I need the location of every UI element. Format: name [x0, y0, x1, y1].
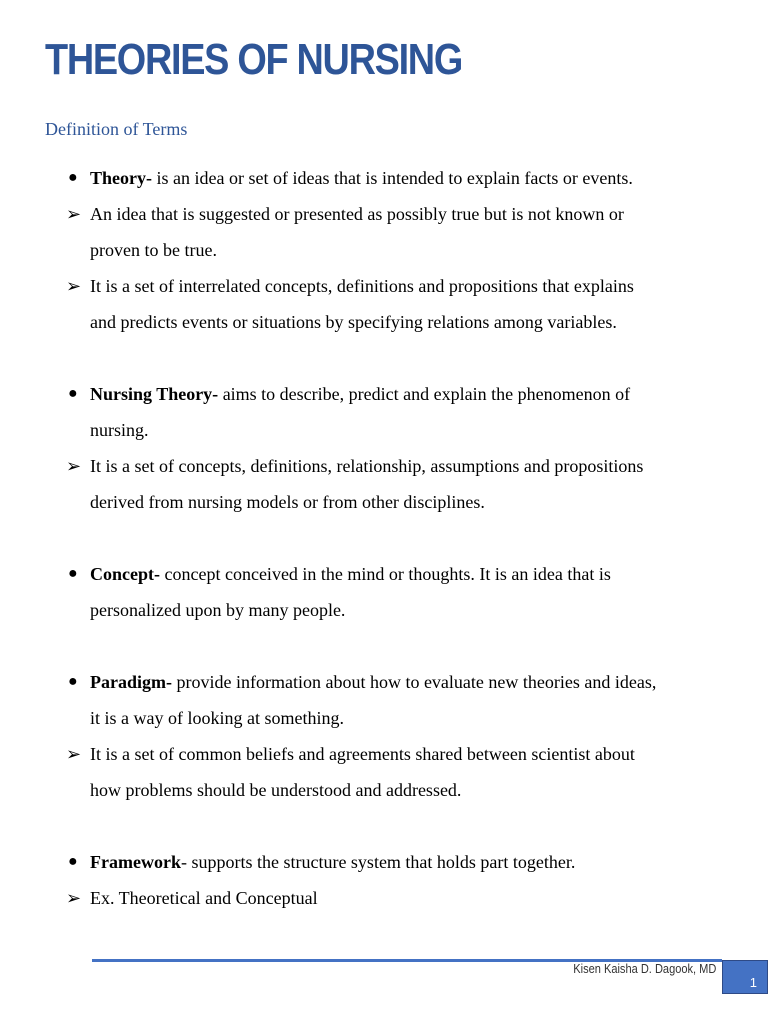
point-text: how problems should be understood and addressed. — [90, 780, 462, 800]
bullet-icon: ● — [68, 169, 78, 186]
subtitle-definition-of-terms: Definition of Terms — [45, 119, 188, 139]
definition-continuation: it is a way of looking at something. — [90, 708, 344, 728]
arrow-bullet-icon: ➢ — [66, 456, 82, 476]
bullet-icon: ● — [68, 565, 78, 582]
page-number: 1 — [749, 975, 757, 990]
term-framework: Framework- supports the structure system that holds part together. — [90, 852, 576, 872]
point-text: proven to be true. — [90, 240, 217, 260]
point-text: It is a set of common beliefs and agreements shared between scientist about — [90, 744, 635, 764]
arrow-bullet-icon: ➢ — [66, 204, 82, 224]
point-text: derived from nursing models or from other disciplines. — [90, 492, 485, 512]
point-text: An idea that is suggested or presented as possibly true but is not known or — [90, 204, 624, 224]
definition-continuation: personalized upon by many people. — [90, 600, 346, 620]
term-theory: Theory- is an idea or set of ideas that is intended to explain facts or events. — [90, 168, 633, 188]
page-number-box — [722, 960, 768, 994]
point-text: It is a set of concepts, definitions, relationship, assumptions and propositions — [90, 456, 644, 476]
arrow-bullet-icon: ➢ — [66, 888, 82, 908]
definition-continuation: nursing. — [90, 420, 149, 440]
term-nursing-theory: Nursing Theory- aims to describe, predict and explain the phenomenon of — [90, 384, 631, 404]
arrow-bullet-icon: ➢ — [66, 744, 82, 764]
footer-author: Kisen Kaisha D. Dagook, MD — [572, 961, 716, 976]
term-paradigm: Paradigm- provide information about how to evaluate new theories and ideas, — [90, 672, 657, 692]
document-title: THEORIES OF NURSING — [45, 35, 462, 84]
point-text: It is a set of interrelated concepts, definitions and propositions that explains — [90, 276, 634, 296]
point-text: Ex. Theoretical and Conceptual — [90, 888, 318, 908]
bullet-icon: ● — [68, 673, 78, 690]
term-concept: Concept- concept conceived in the mind or thoughts. It is an idea that is — [90, 564, 611, 584]
bullet-icon: ● — [68, 853, 78, 870]
arrow-bullet-icon: ➢ — [66, 276, 82, 296]
point-text: and predicts events or situations by specifying relations among variables. — [90, 312, 617, 332]
bullet-icon: ● — [68, 385, 78, 402]
